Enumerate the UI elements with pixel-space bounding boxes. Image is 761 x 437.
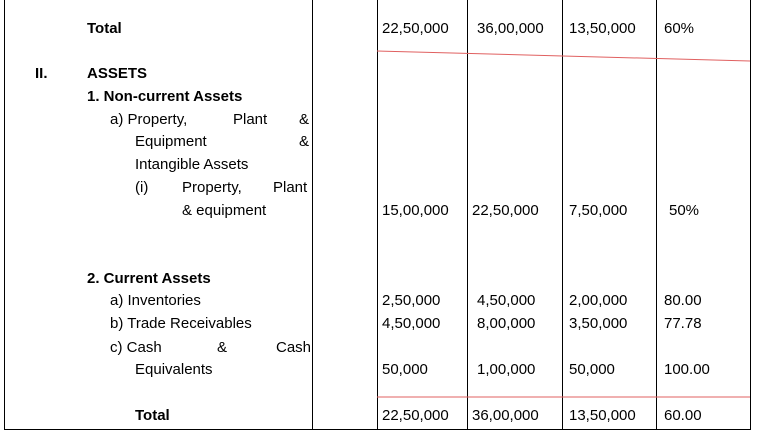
receivables-value-percent: 77.78 bbox=[664, 315, 702, 332]
receivables-value-y1: 4,50,000 bbox=[382, 315, 441, 332]
top-total-value-change: 13,50,000 bbox=[569, 20, 636, 37]
top-total-label: Total bbox=[87, 20, 122, 37]
cash-value-y1: 50,000 bbox=[382, 361, 428, 378]
cash-label-equivalents: Equivalents bbox=[135, 361, 213, 378]
inventories-value-y2: 4,50,000 bbox=[477, 292, 536, 309]
inventories-label: a) Inventories bbox=[110, 292, 201, 309]
top-total-value-percent: 60% bbox=[664, 20, 695, 37]
cash-label-cash: Cash bbox=[276, 339, 312, 356]
ppe-sub-equipment: & equipment bbox=[182, 202, 267, 219]
ppe-label-amp2: & bbox=[299, 133, 310, 150]
bottom-total-label: Total bbox=[135, 407, 170, 424]
non-current-heading: 1. Non-current Assets bbox=[87, 88, 243, 105]
ppe-label-intangible: Intangible Assets bbox=[135, 156, 249, 173]
bottom-total-value-percent: 60.00 bbox=[664, 407, 702, 424]
bottom-total-value-y1: 22,50,000 bbox=[382, 407, 449, 424]
ppe-label-amp1: & bbox=[299, 111, 310, 128]
current-heading: 2. Current Assets bbox=[87, 270, 211, 287]
ppe-value-percent: 50% bbox=[669, 202, 700, 219]
section-title: ASSETS bbox=[87, 65, 148, 82]
ppe-value-y2: 22,50,000 bbox=[472, 202, 539, 219]
receivables-label: b) Trade Receivables bbox=[110, 315, 252, 332]
receivables-value-y2: 8,00,000 bbox=[477, 315, 536, 332]
ppe-value-y1: 15,00,000 bbox=[382, 202, 449, 219]
ppe-sub-prefix: (i) bbox=[135, 179, 149, 196]
cash-value-percent: 100.00 bbox=[664, 361, 710, 378]
section-number: II. bbox=[35, 65, 48, 82]
cash-value-change: 50,000 bbox=[569, 361, 615, 378]
inventories-value-y1: 2,50,000 bbox=[382, 292, 441, 309]
cash-label-prefix: c) Cash bbox=[110, 339, 162, 356]
cash-label-amp: & bbox=[217, 339, 228, 356]
bottom-total-value-change: 13,50,000 bbox=[569, 407, 636, 424]
top-total-value-y2: 36,00,000 bbox=[477, 20, 544, 37]
inventories-value-percent: 80.00 bbox=[664, 292, 702, 309]
receivables-value-change: 3,50,000 bbox=[569, 315, 628, 332]
ppe-label-plant: Plant bbox=[233, 111, 268, 128]
inventories-value-change: 2,00,000 bbox=[569, 292, 628, 309]
cash-value-y2: 1,00,000 bbox=[477, 361, 536, 378]
ppe-label-prefix: a) Property, bbox=[110, 111, 188, 128]
bottom-total-value-y2: 36,00,000 bbox=[472, 407, 539, 424]
top-total-value-y1: 22,50,000 bbox=[382, 20, 449, 37]
ppe-sub-plant: Plant bbox=[273, 179, 308, 196]
ppe-sub-property: Property, bbox=[182, 179, 242, 196]
ppe-value-change: 7,50,000 bbox=[569, 202, 628, 219]
ppe-label-equipment: Equipment bbox=[135, 133, 207, 150]
